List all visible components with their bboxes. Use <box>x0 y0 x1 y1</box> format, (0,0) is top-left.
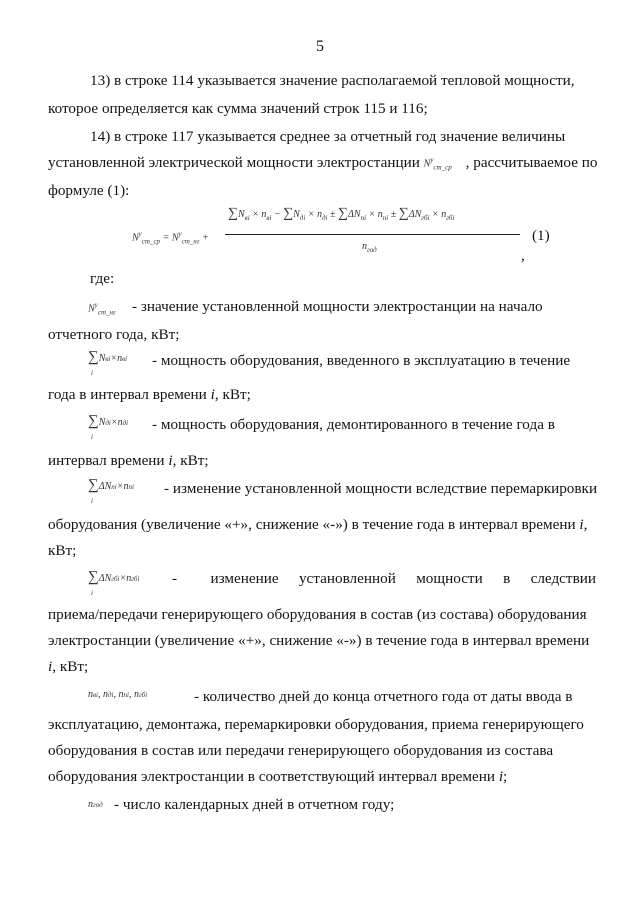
def-6-line-1: - количество дней до конца отчетного года от даты ввода в <box>194 688 573 705</box>
formula-numerator: $\sum N_{вi} \times n_{вi} - \sum N_{дi} \times n_{дi} \pm \sum\Delta N_{пi} \times n_{пi} \pm \sum\Delta N_{гбi} \times n_{гбi}$ <box>228 206 455 222</box>
where-label: где: <box>90 270 115 287</box>
def-3-line-2: интервал времени i, кВт; <box>48 452 209 469</box>
symbol-sum-delta-n-gb: ∑ΔNгбi×nгбi i <box>88 569 140 597</box>
def-5-line-2: приема/передачи генерирующего оборудования в состав (из состава) оборудования <box>48 606 587 623</box>
item-13-line-1: 13) в строке 114 указывается значение располагаемой тепловой мощности, <box>90 72 575 89</box>
def-4-line-3: кВт; <box>48 542 77 559</box>
symbol-day-counts: nвi, nдi, nпi, nгбi <box>88 689 148 700</box>
def-5-line-1: - изменение установленной мощности в следствии <box>172 570 596 587</box>
def-1-line-1: - значение установленной мощности электростанции на начало <box>132 298 543 315</box>
def-3-line-1: - мощность оборудования, демонтированного в течение года в <box>152 416 555 433</box>
symbol-n-ust-ng: $N^у_{ст\_нг}$ <box>88 301 116 317</box>
symbol-sum-delta-n-p: ∑ΔNпi×nпi i <box>88 477 134 505</box>
def-1-line-2: отчетного года, кВт; <box>48 326 180 343</box>
symbol-sum-n-v: ∑Nвi×nвi i <box>88 349 128 377</box>
item-13-line-2: которое определяется как сумма значений строк 115 и 116; <box>48 100 428 117</box>
item-14-line-3: формуле (1): <box>48 182 130 199</box>
def-6-line-2: эксплуатацию, демонтажа, перемаркировки оборудования, приема генерирующего <box>48 716 584 733</box>
symbol-sum-n-d: ∑Nдi×nдi i <box>88 413 129 441</box>
def-2-line-1: - мощность оборудования, введенного в эксплуатацию в течение <box>152 352 571 369</box>
def-7-line-1: - число календарных дней в отчетном году; <box>114 796 395 813</box>
formula-comma: , <box>521 247 525 264</box>
def-4-line-2: оборудования (увеличение «+», снижение «-») в течение года в интервал времени i, <box>48 516 588 533</box>
symbol-n-god: nгод <box>88 799 103 810</box>
symbol-n-ust-sr: $N^у_{ст\_ср}$ <box>423 155 452 171</box>
def-5-line-4: i, кВт; <box>48 658 89 675</box>
item-14-line-2: установленной электрической мощности электростанции $N^у_{ст\_ср}$ , рассчитываемое по <box>48 154 598 171</box>
def-2-line-2: года в интервал времени i, кВт; <box>48 386 251 403</box>
formula-fraction-line <box>225 234 520 235</box>
def-6-line-4: оборудования электростанции в соответствующий интервал времени i; <box>48 768 508 785</box>
def-6-line-3: оборудования в состав или передачи генерирующего оборудования из состава <box>48 742 554 759</box>
page-number: 5 <box>316 38 324 55</box>
formula-denominator: $n_{год}$ <box>362 241 377 254</box>
formula-number: (1) <box>532 227 550 244</box>
def-5-line-3: электростанции (увеличение «+», снижение «-») в течение года в интервал времени <box>48 632 590 649</box>
def-4-line-1: - изменение установленной мощности вследствие перемаркировки <box>164 480 598 497</box>
formula-lhs: $N^у_{ст\_ср} = N^у_{ст\_нг}$ + <box>132 230 209 246</box>
item-14-line-1: 14) в строке 117 указывается среднее за отчетный год значение величины <box>90 128 566 145</box>
